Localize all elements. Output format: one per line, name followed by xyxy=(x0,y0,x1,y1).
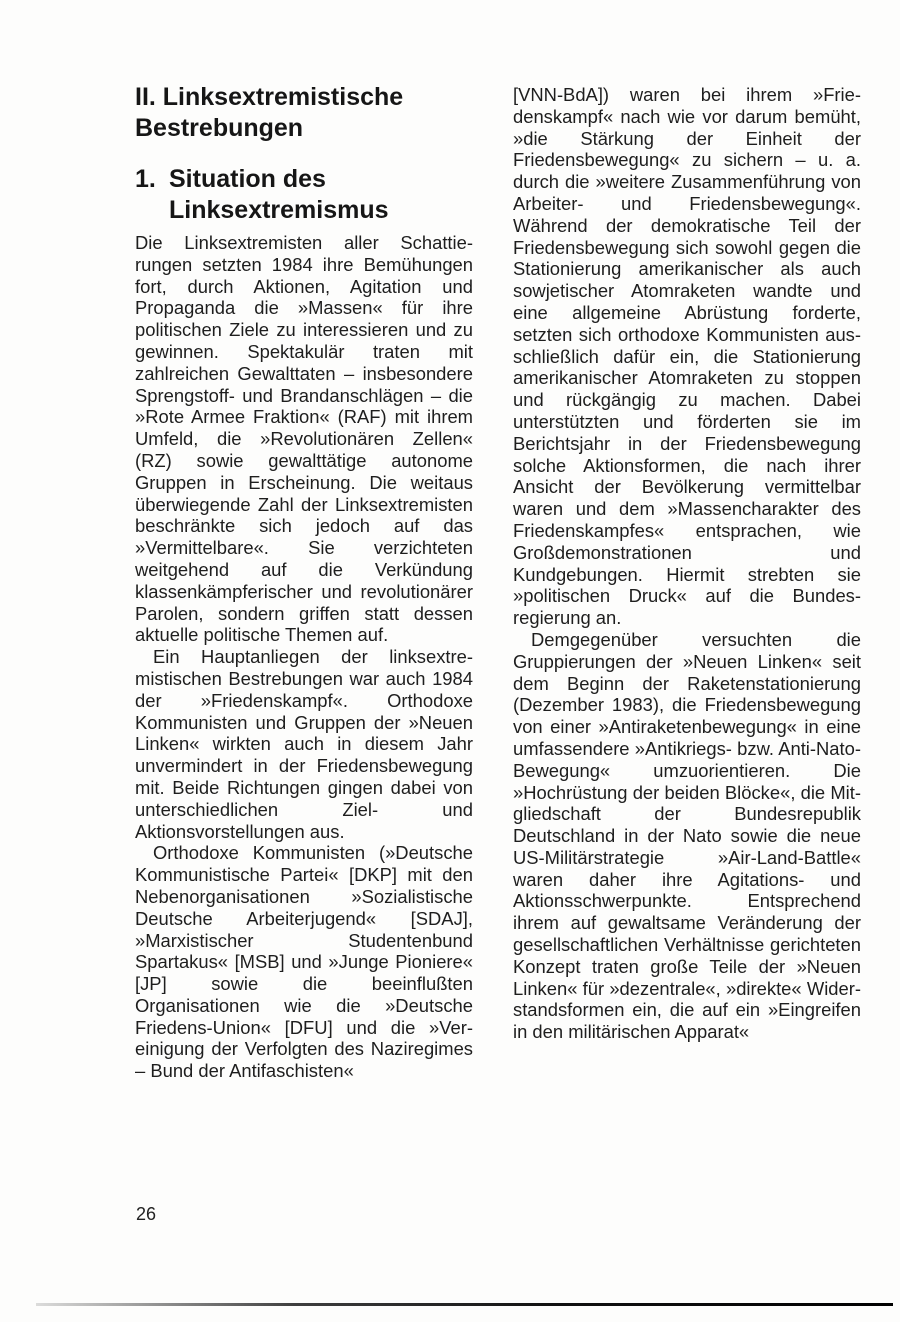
body-paragraph: [VNN-BdA]) waren bei ihrem »Friedenskampf« nach wie vor darum bemüht, »die Stärkung der Einheit der Friedensbewegung« zu sichern – u. a. durch die »weitere Zusammenführung von Arbeiter- und Friedensbewegung«. Während der demokratische Teil der Friedensbewegung sich sowohl gegen die Stationierung amerikanischer als auch sowjetischer Atomraketen wandte und eine allgemeine Abrüstung forderte, setzten sich orthodoxe Kommunisten ausschließlich dafür ein, die Stationierung amerikanischer Atomraketen zu stoppen und rückgängig zu machen. Dabei unterstützten und förderten sie im Berichtsjahr in der Friedensbewegung solche Aktionsformen, die nach ihrer Ansicht der Bevölkerung vermittelbar waren und dem »Massencharakter des Friedenskampfes« entsprachen, wie Großdemonstrationen und Kundgebungen. Hiermit strebten sie »politischen Druck« auf die Bundesregierung an. xyxy=(513,84,861,629)
body-paragraph: Orthodoxe Kommunisten (»Deutsche Kommunistische Partei« [DKP] mit den Nebenorganisationen »Sozialistische Deutsche Arbeiterjugend« [SDAJ], »Marxistischer Studentenbund Spartakus« [MSB] und »Junge Pioniere« [JP] sowie die beeinflußten Organisationen wie die »Deutsche Friedens-Union« [DFU] und die »Vereinigung der Verfolgten des Naziregimes – Bund der Antifaschisten« xyxy=(135,842,473,1082)
page-number: 26 xyxy=(136,1204,157,1224)
left-column xyxy=(135,82,473,1082)
body-paragraph: Ein Hauptanliegen der linksextremistischen Bestrebungen war auch 1984 der »Friedenskampf«. Orthodoxe Kommunisten und Gruppen der »Neuen Linken« wirkten auch in diesem Jahr unvermindert in der Friedensbewegung mit. Beide Richtungen gingen dabei von unterschiedlichen Ziel- und Aktionsvorstellungen aus. xyxy=(135,646,473,842)
subsection-number: 1. xyxy=(135,165,156,193)
right-column xyxy=(513,84,861,1043)
body-paragraph: Die Linksextremisten aller Schattierungen setzten 1984 ihre Bemühungen fort, durch Aktionen, Agitation und Propaganda die »Massen« für ihre politischen Ziele zu interessieren und zu gewinnen. Spektakulär traten mit zahlreichen Gewalttaten – insbesondere Sprengstoff- und Brandanschlägen – die »Rote Armee Fraktion« (RAF) mit ihrem Umfeld, die »Revolutionären Zellen« (RZ) sowie gewalttätige autonome Gruppen in Erscheinung. Die weitaus überwiegende Zahl der Linksextremisten beschränkte sich jedoch auf das »Vermittelbare«. Sie verzichteten weitgehend auf die Verkündung klassenkämpferischer und revolutionärer Parolen, sondern griffen statt dessen aktuelle politische Themen auf. xyxy=(135,232,473,646)
subsection-title: Situation des Linksextremismus xyxy=(169,165,389,224)
body-paragraph: Demgegenüber versuchten die Gruppierungen der »Neuen Linken« seit dem Beginn der Raketenstationierung (Dezember 1983), die Friedensbewegung von einer »Antiraketenbewegung« in eine umfassendere »Antikriegs- bzw. Anti-Nato-Bewegung« umzuorientieren. Die »Hochrüstung der beiden Blöcke«, die Mitgliedschaft der Bundesrepublik Deutschland in der Nato sowie die neue US-Militärstrategie »Air-Land-Battle« waren daher ihre Agitations- und Aktionsschwerpunkte. Entsprechend ihrem auf gewaltsame Veränderung der gesellschaftlichen Verhältnisse gerichteten Konzept traten große Teile der »Neuen Linken« für »dezentrale«, »direkte« Widerstandsformen ein, die auf ein »Eingreifen in den militärischen Apparat« xyxy=(513,628,861,1043)
scan-edge-line xyxy=(36,1303,893,1306)
subsection-heading xyxy=(135,164,473,226)
section-heading: II. Linksextremistische Bestrebungen xyxy=(135,83,404,142)
